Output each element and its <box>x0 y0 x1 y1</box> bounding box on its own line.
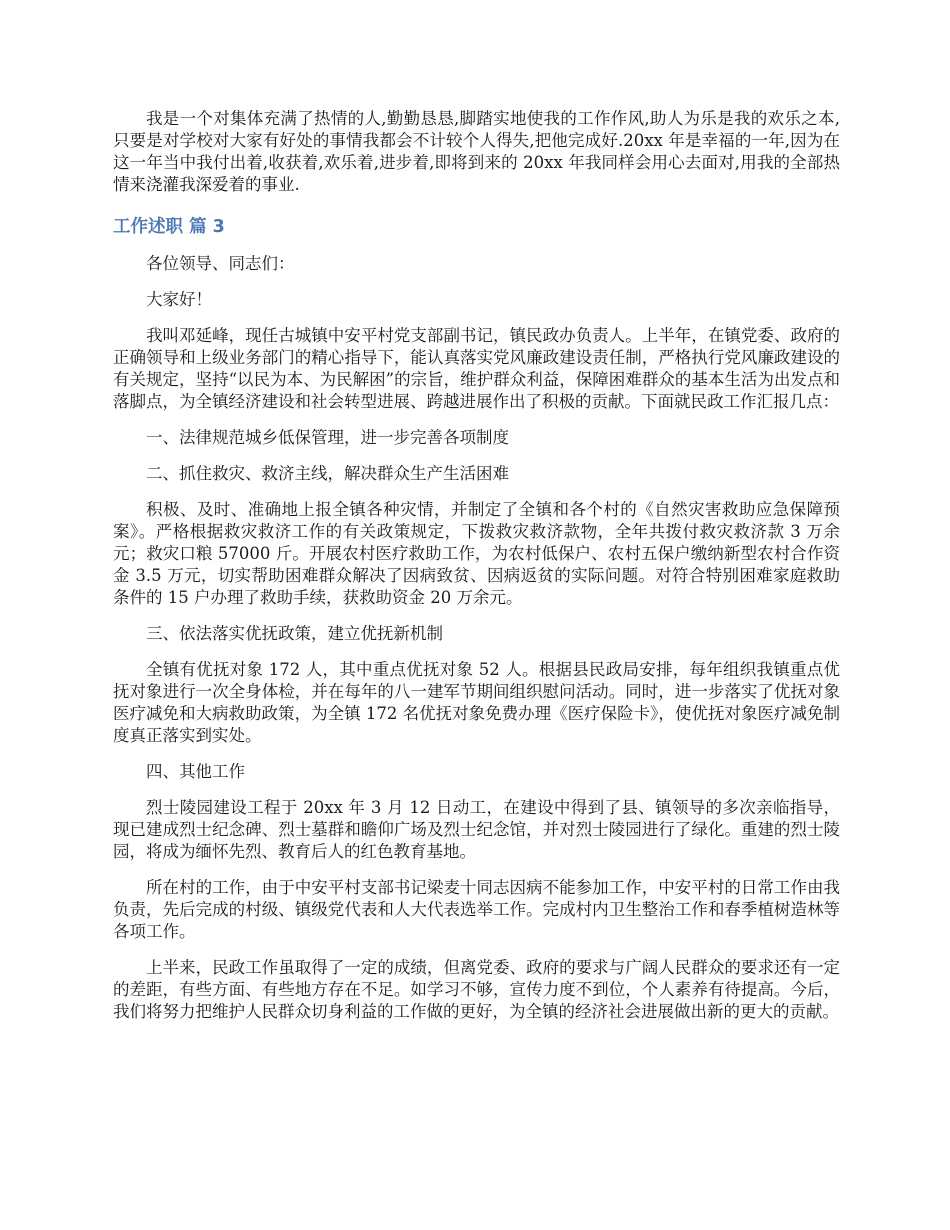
subheading-paragraph: 二、抓住救灾、救济主线，解决群众生产生活困难 <box>146 464 509 483</box>
body-paragraph: 所在村的工作，由于中安平村支部书记梁麦十同志因病不能参加工作，中安平村的日常工作由我负责，先后完成的村级、镇级党代表和人大代表选举工作。完成村内卫生整治工作和春季植树造林等各项工作。 <box>113 878 840 941</box>
document-page <box>113 108 840 1037</box>
body-paragraph: 我叫邓延峰，现任古城镇中安平村党支部副书记，镇民政办负责人。上半年，在镇党委、政府的正确领导和上级业务部门的精心指导下，能认真落实党风廉政建设责任制，严格执行党风廉政建设的有关规定，坚持“以民为本、为民解困”的宗旨，维护群众利益，保障困难群众的基本生活为出发点和落脚点，为全镇经济建设和社会转型进展、跨越进展作出了积极的贡献。下面就民政工作汇报几点： <box>113 326 840 411</box>
body-paragraph: 上半来，民政工作虽取得了一定的成绩，但离党委、政府的要求与广阔人民群众的要求还有一定的差距，有些方面、有些地方存在不足。如学习不够，宣传力度不到位，个人素养有待提高。今后，我们将努力把维护人民群众切身利益的工作做的更好，为全镇的经济社会进展做出新的更大的贡献。 <box>113 958 840 1021</box>
body-paragraph: 烈士陵园建设工程于 20xx 年 3 月 12 日动工，在建设中得到了县、镇领导的多次亲临指导，现已建成烈士纪念碑、烈士墓群和瞻仰广场及烈士纪念馆，并对烈士陵园进行了绿化。重建的烈士陵园，将成为缅怀先烈、教育后人的红色教育基地。 <box>113 798 840 861</box>
subheading-paragraph: 一、法律规范城乡低保管理，进一步完善各项制度 <box>146 428 509 447</box>
body-paragraph: 全镇有优抚对象 172 人，其中重点优抚对象 52 人。根据县民政局安排，每年组织我镇重点优抚对象进行一次全身体检，并在每年的八一建军节期间组织慰问活动。同时，进一步落实了优抚对象医疗减免和大病救助政策，为全镇 172 名优抚对象免费办理《医疗保险卡》，使优抚对象医疗减免制度真正落实到实处。 <box>113 660 840 745</box>
body-paragraph: 积极、及时、准确地上报全镇各种灾情，并制定了全镇和各个村的《自然灾害救助应急保障预案》。严格根据救灾救济工作的有关政策规定，下拨救灾救济款物，全年共拨付救灾救济款 3 万余元；救灾口粮 57000 斤。开展农村医疗救助工作，为农村低保户、农村五保户缴纳新型农村合作资金 3.5 万元，切实帮助困难群众解决了因病致贫、因病返贫的实际问题。对符合特别困难家庭救助条件的 15 户办理了救助手续，获救助资金 20 万余元。 <box>113 500 840 607</box>
section-heading: 工作述职 篇 3 <box>113 217 225 237</box>
subheading-paragraph: 三、依法落实优抚政策，建立优抚新机制 <box>146 624 443 643</box>
intro-paragraph: 我是一个对集体充满了热情的人,勤勤恳恳,脚踏实地使我的工作作风,助人为乐是我的欢乐之本,只要是对学校对大家有好处的事情我都会不计较个人得失,把他完成好.20xx 年是幸福的一年,因为在这一年当中我付出着,收获着,欢乐着,进步着,即将到来的 20xx 年我同样会用心去面对,用我的全部热情来浇灌我深爱着的事业. <box>113 109 840 194</box>
salutation-paragraph: 大家好！ <box>146 290 212 309</box>
subheading-paragraph: 四、其他工作 <box>146 762 245 781</box>
greeting-paragraph: 各位领导、同志们： <box>146 254 295 273</box>
